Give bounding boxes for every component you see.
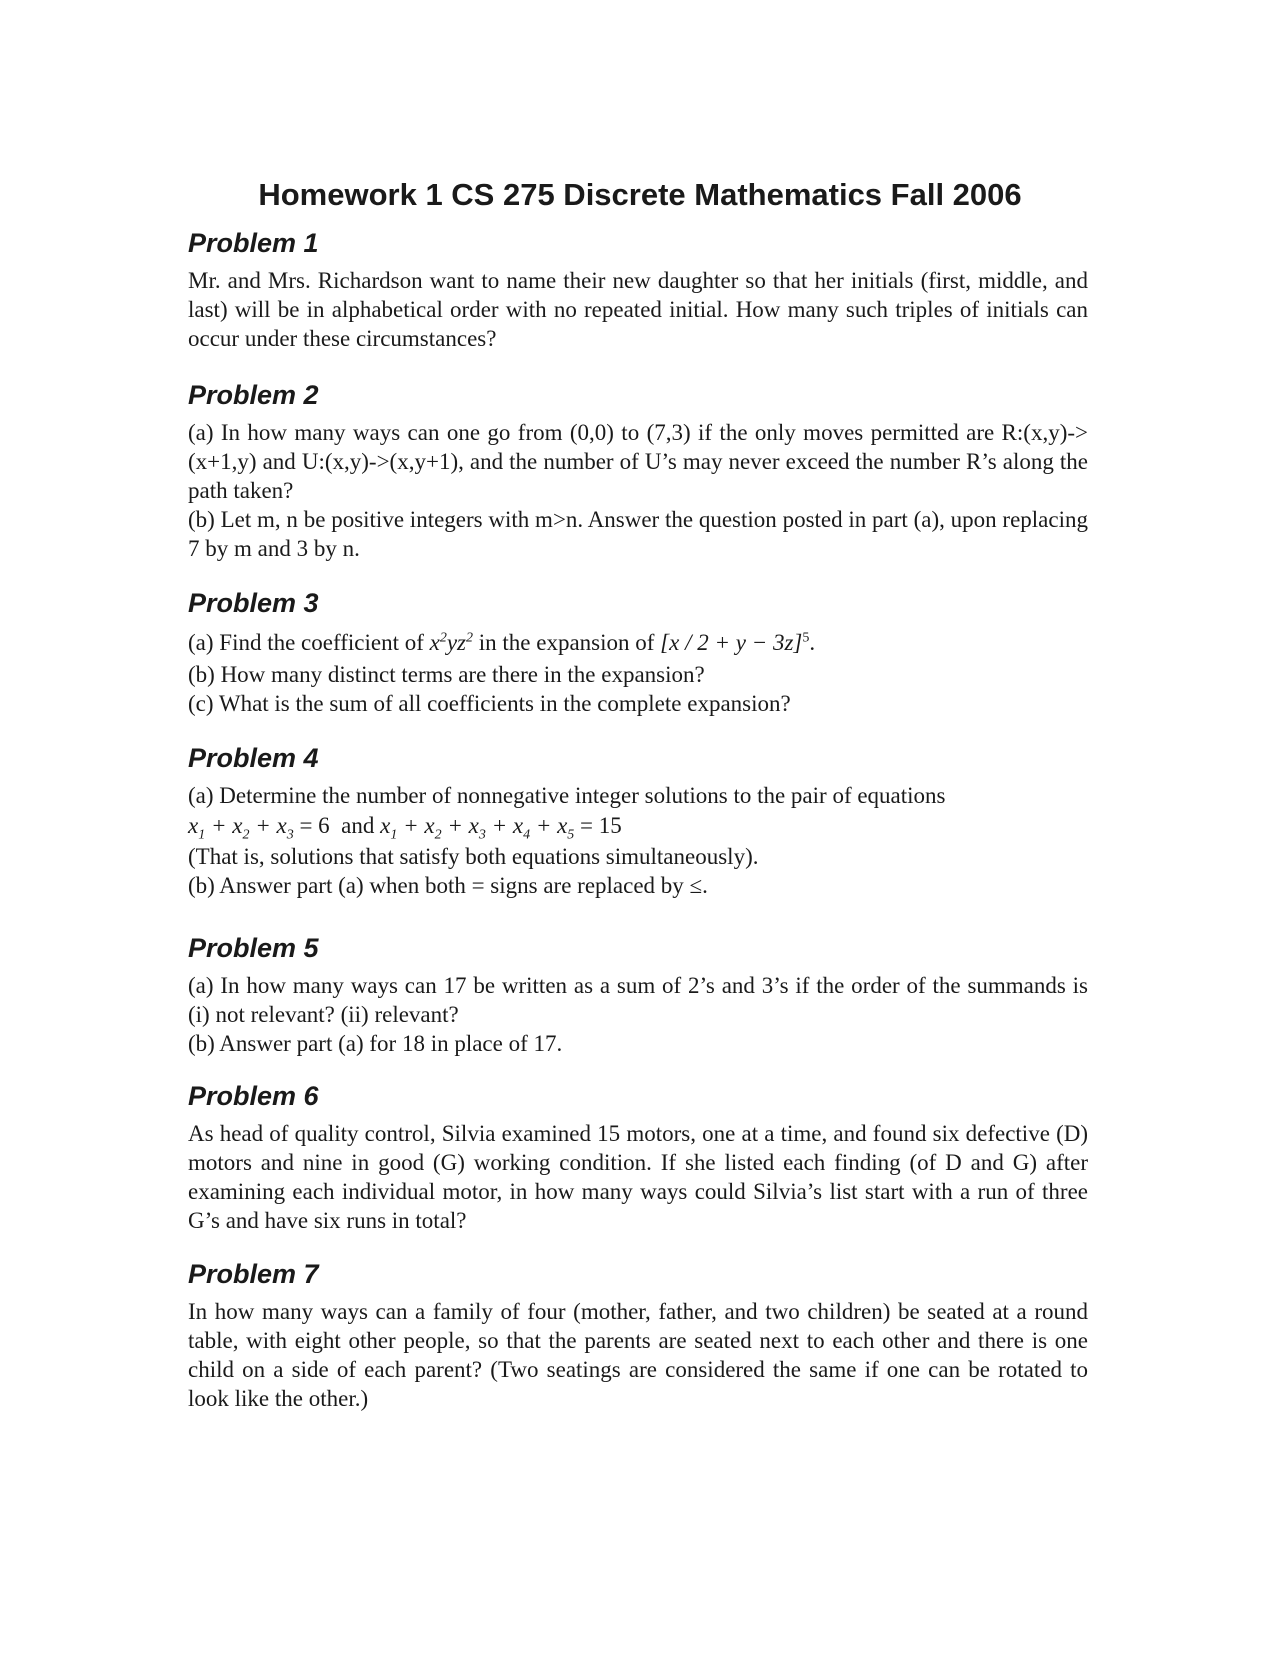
expansion-exponent: 5 [802, 630, 810, 646]
problem-1 [188, 226, 1088, 353]
problem-part-a: (a) In how many ways can 17 be written as a sum of 2’s and 3’s if the order of the summands is (i) not relevant? (ii) relevant? [188, 973, 1088, 1027]
equation-2-rhs: = 15 [580, 813, 622, 838]
equation-2-lhs: $x_1 + x_2 + x_3 + x_4 + x_5$ [380, 813, 575, 843]
problem-heading: Problem 7 [188, 1259, 319, 1289]
problem-note: (That is, solutions that satisfy both equations simultaneously). [188, 844, 759, 869]
problem-text: Mr. and Mrs. Richardson want to name their new daughter so that her initials (first, middle, and last) will be in alphabetical order with no repeated initial. How many such triples of initials can occur under these circumstances? [188, 268, 1088, 351]
equation-connector: and [341, 813, 375, 838]
problem-heading: Problem 5 [188, 933, 319, 963]
problem-part-b: (b) Let m, n be positive integers with m>n. Answer the question posted in part (a), upon replacing 7 by m and 3 by n. [188, 507, 1088, 561]
problem-part-a: (a) Determine the number of nonnegative integer solutions to the pair of equations [188, 783, 946, 808]
problem-4 [188, 741, 1088, 900]
problem-7 [188, 1257, 1088, 1413]
part-a-prefix: (a) Find the coefficient of [188, 630, 424, 655]
part-a-mid: in the expansion of [478, 630, 655, 655]
expansion-expression: [x / 2 + y − 3z] [660, 630, 803, 655]
problem-text: In how many ways can a family of four (mother, father, and two children) be seated at a round table, with eight other people, so that the parents are seated next to each other and there is one child on a side of each parent? (Two seatings are considered the same if one can be rotated to look like the other.) [188, 1299, 1088, 1411]
problem-part-a [188, 626, 1088, 660]
equation-pair [188, 810, 1088, 842]
page-title: Homework 1 CS 275 Discrete Mathematics Fall 2006 [258, 177, 1022, 212]
problem-heading: Problem 3 [188, 588, 319, 618]
problem-2 [188, 378, 1088, 563]
problem-heading: Problem 2 [188, 380, 319, 410]
problem-part-a: (a) In how many ways can one go from (0,0) to (7,3) if the only moves permitted are R:(x,y)->(x+1,y) and U:(x,y)->(x,y+1), and the number of U’s may never exceed the number R’s along the path taken? [188, 420, 1088, 503]
equation-1-rhs: = 6 [299, 813, 330, 838]
problem-part-b: (b) Answer part (a) for 18 in place of 17. [188, 1031, 563, 1056]
equation-1-lhs: $x_1 + x_2 + x_3$ [188, 813, 294, 843]
problem-heading: Problem 6 [188, 1081, 319, 1111]
problem-part-b: (b) Answer part (a) when both = signs are replaced by ≤. [188, 873, 708, 898]
problem-5 [188, 931, 1088, 1058]
problem-3 [188, 586, 1088, 718]
problem-6 [188, 1079, 1088, 1235]
problem-part-b: (b) How many distinct terms are there in the expansion? [188, 662, 705, 687]
monomial: $x^2yz^2$ [429, 630, 474, 655]
problem-heading: Problem 4 [188, 743, 319, 773]
problem-text: As head of quality control, Silvia examined 15 motors, one at a time, and found six defective (D) motors and nine in good (G) working condition. If she listed each finding (of D and G) after examining each individual motor, in how many ways could Silvia’s list start with a run of three G’s and have six runs in total? [188, 1121, 1088, 1233]
problem-part-c: (c) What is the sum of all coefficients in the complete expansion? [188, 691, 791, 716]
part-a-end: . [809, 630, 816, 655]
problem-heading: Problem 1 [188, 228, 319, 258]
